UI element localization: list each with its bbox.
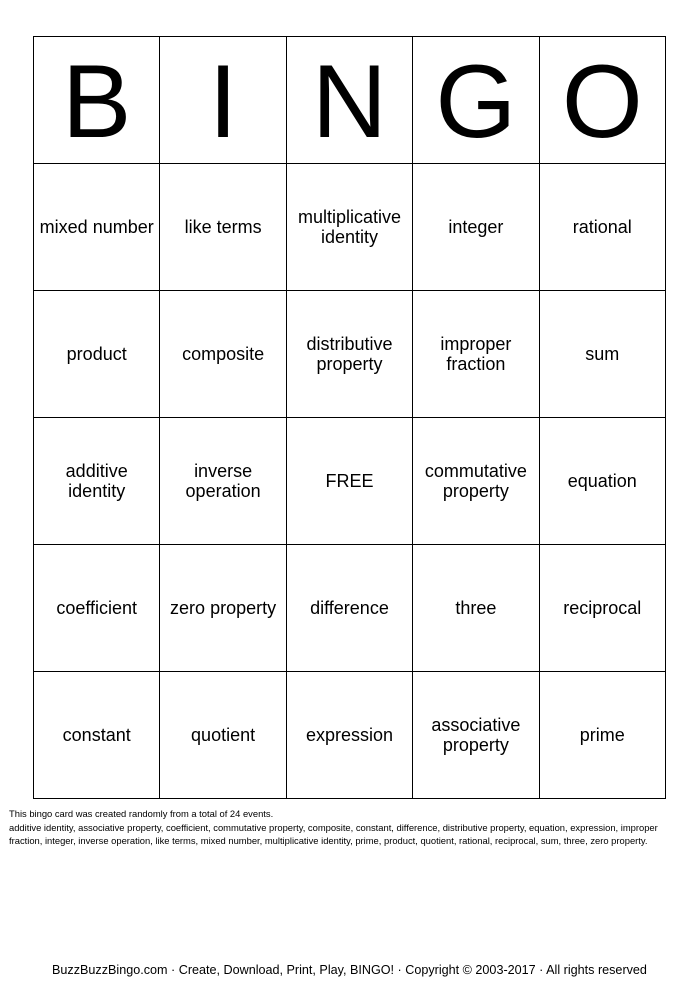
card-row-2 bbox=[34, 291, 666, 418]
card-cell: prime bbox=[539, 672, 665, 799]
card-info bbox=[9, 807, 669, 848]
card-cell: composite bbox=[160, 291, 286, 418]
card-row-1 bbox=[34, 164, 666, 291]
card-cell: additive identity bbox=[34, 418, 160, 545]
card-info-events: additive identity, associative property, coefficient, commutative property, composite, constant, difference, distributive property, equation, expression, improper fraction, integer, inverse operation, like terms, mixed number, multiplicative identity, prime, product, quotient, rational, reciprocal, sum, three, zero property. bbox=[9, 821, 658, 846]
card-cell: like terms bbox=[160, 164, 286, 291]
card-row-4 bbox=[34, 545, 666, 672]
header-letter-n bbox=[286, 37, 412, 164]
card-cell: improper fraction bbox=[413, 291, 539, 418]
header-letter-i bbox=[160, 37, 286, 164]
header-letter: B bbox=[62, 44, 132, 160]
card-cell: integer bbox=[413, 164, 539, 291]
card-cell: mixed number bbox=[34, 164, 160, 291]
header-letter: N bbox=[311, 44, 388, 160]
card-cell: product bbox=[34, 291, 160, 418]
header-row bbox=[34, 37, 666, 164]
card-cell: coefficient bbox=[34, 545, 160, 672]
card-cell: quotient bbox=[160, 672, 286, 799]
card-info-summary: This bingo card was created randomly from a total of 24 events. bbox=[9, 808, 274, 819]
card-cell: distributive property bbox=[286, 291, 412, 418]
card-cell: zero property bbox=[160, 545, 286, 672]
card-cell: multiplicative identity bbox=[286, 164, 412, 291]
card-cell: three bbox=[413, 545, 539, 672]
card-cell: commutative property bbox=[413, 418, 539, 545]
card-cell: expression bbox=[286, 672, 412, 799]
header-letter: O bbox=[561, 44, 643, 160]
card-cell: inverse operation bbox=[160, 418, 286, 545]
card-cell: equation bbox=[539, 418, 665, 545]
free-space-cell: FREE bbox=[286, 418, 412, 545]
header-letter-b bbox=[34, 37, 160, 164]
header-letter: I bbox=[208, 44, 238, 160]
header-letter-o bbox=[539, 37, 665, 164]
bingo-card bbox=[33, 36, 666, 799]
card-cell: difference bbox=[286, 545, 412, 672]
card-row-5 bbox=[34, 672, 666, 799]
card-cell: rational bbox=[539, 164, 665, 291]
card-cell: constant bbox=[34, 672, 160, 799]
header-letter-g bbox=[413, 37, 539, 164]
card-row-3 bbox=[34, 418, 666, 545]
card-cell: associative property bbox=[413, 672, 539, 799]
header-letter: G bbox=[435, 44, 517, 160]
card-cell: reciprocal bbox=[539, 545, 665, 672]
footer-copyright: BuzzBuzzBingo.com · Create, Download, Print, Play, BINGO! · Copyright © 2003-2017 · All rights reserved bbox=[52, 963, 647, 977]
card-cell: sum bbox=[539, 291, 665, 418]
